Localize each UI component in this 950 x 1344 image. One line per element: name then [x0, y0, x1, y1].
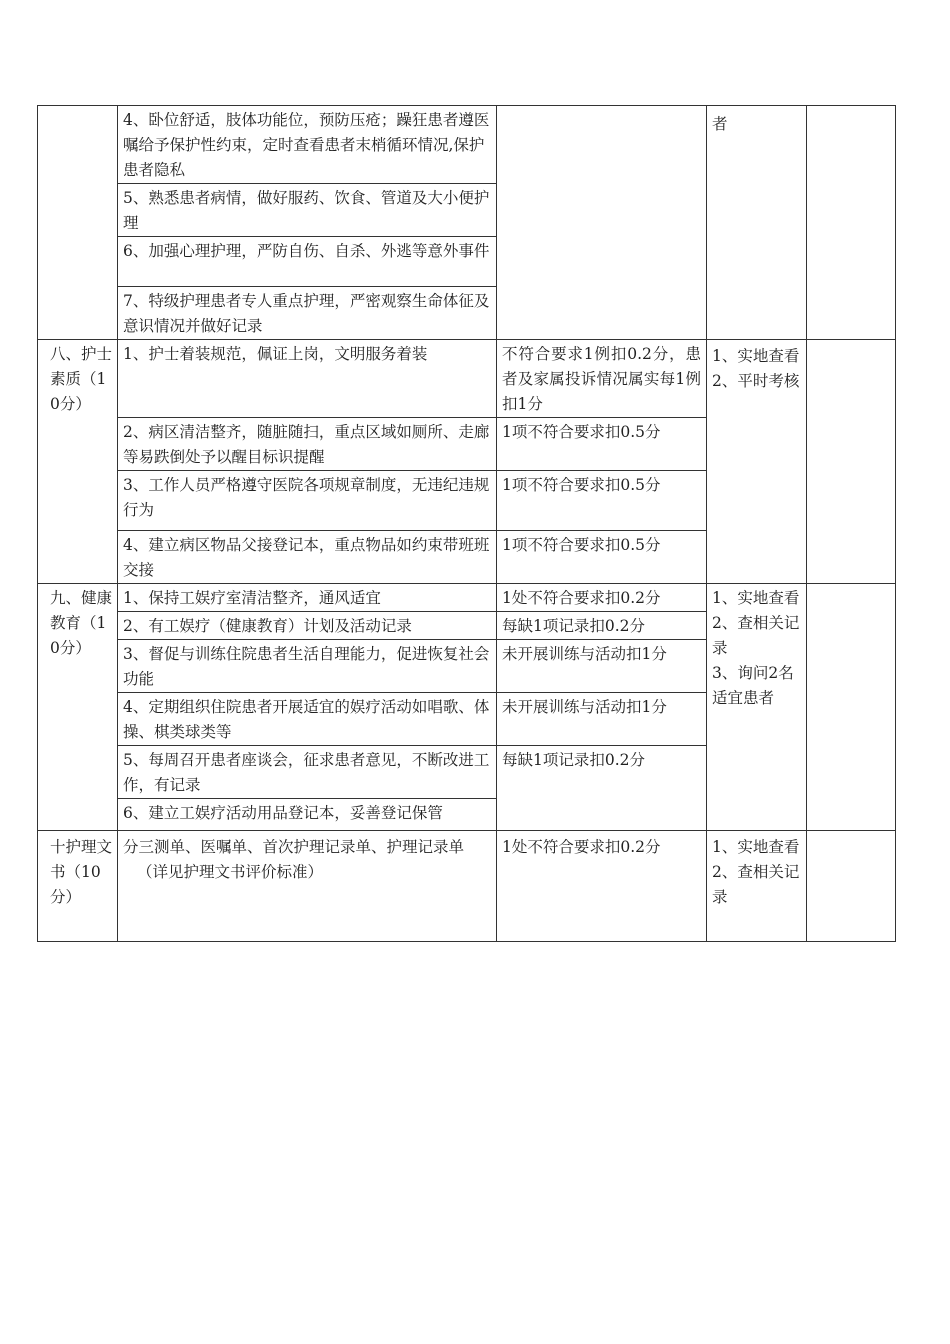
- deduction-cell: 1处不符合要求扣0.2分: [497, 584, 707, 612]
- table-row: [38, 106, 896, 184]
- deduction-cell: 1项不符合要求扣0.5分: [497, 531, 707, 584]
- section-title: 八、护士素质（10分）: [38, 340, 118, 584]
- method-line: 2、查相关记录: [712, 863, 800, 906]
- table-row: [38, 831, 896, 942]
- criterion-cell: 6、建立工娱疗活动用品登记本，妥善登记保管: [118, 799, 497, 831]
- score-cell: [807, 340, 896, 584]
- table-row: [38, 340, 896, 418]
- deduction-cell: [497, 106, 707, 340]
- criterion-cell: 4、定期组织住院患者开展适宜的娱疗活动如唱歌、体操、棋类球类等: [118, 693, 497, 746]
- deduction-cell: 每缺1项记录扣0.2分: [497, 746, 707, 831]
- deduction-cell: 1项不符合要求扣0.5分: [497, 418, 707, 471]
- deduction-cell: 不符合要求1例扣0.2分，患者及家属投诉情况属实每1例扣1分: [497, 340, 707, 418]
- method-cell: 者: [707, 106, 807, 340]
- criterion-cell: 3、工作人员严格遵守医院各项规章制度，无违纪违规行为: [118, 471, 497, 531]
- criterion-cell: 6、加强心理护理，严防自伤、自杀、外逃等意外事件: [118, 237, 497, 287]
- criterion-cell: 5、每周召开患者座谈会，征求患者意见，不断改进工作，有记录: [118, 746, 497, 799]
- criterion-cell: 5、熟悉患者病情，做好服药、饮食、管道及大小便护理: [118, 184, 497, 237]
- method-line: 2、查相关记录: [712, 614, 800, 657]
- method-line: 2、平时考核: [712, 372, 800, 390]
- criterion-cell: 2、有工娱疗（健康教育）计划及活动记录: [118, 612, 497, 640]
- score-cell: [807, 831, 896, 942]
- criterion-cell: 1、保持工娱疗室清洁整齐，通风适宜: [118, 584, 497, 612]
- criterion-cell: 4、建立病区物品父接登记本，重点物品如约束带班班交接: [118, 531, 497, 584]
- deduction-cell: 1处不符合要求扣0.2分: [497, 831, 707, 942]
- table-row: [38, 584, 896, 612]
- criterion-cell: 1、护士着装规范，佩证上岗，文明服务着装: [118, 340, 497, 418]
- deduction-cell: 未开展训练与活动扣1分: [497, 693, 707, 746]
- section-title: 十护理文书（10分）: [38, 831, 118, 942]
- method-line: 1、实地查看: [712, 347, 800, 365]
- section-title: 九、健康教育（10分）: [38, 584, 118, 831]
- method-line: 1、实地查看: [712, 589, 800, 607]
- evaluation-table: [37, 105, 896, 942]
- deduction-cell: 1项不符合要求扣0.5分: [497, 471, 707, 531]
- deduction-cell: 未开展训练与活动扣1分: [497, 640, 707, 693]
- score-cell: [807, 106, 896, 340]
- method-cell: [707, 831, 807, 942]
- criterion-cell: 7、特级护理患者专人重点护理，严密观察生命体征及意识情况并做好记录: [118, 287, 497, 340]
- method-line: 1、实地查看: [712, 838, 800, 856]
- deduction-cell: 每缺1项记录扣0.2分: [497, 612, 707, 640]
- method-cell: [707, 340, 807, 584]
- score-cell: [807, 584, 896, 831]
- criterion-cell: 2、病区清洁整齐，随脏随扫，重点区域如厕所、走廊等易跌倒处予以醒目标识提醒: [118, 418, 497, 471]
- criterion-cell: 分三测单、医嘱单、首次护理记录单、护理记录单（详见护理文书评价标准）: [118, 831, 497, 942]
- criterion-cell: 3、督促与训练住院患者生活自理能力，促进恢复社会功能: [118, 640, 497, 693]
- category-cell: [38, 106, 118, 340]
- method-cell: [707, 584, 807, 831]
- criterion-cell: 4、卧位舒适，肢体功能位，预防压疮；躁狂患者遵医嘱给予保护性约束，定时查看患者末梢循环情况,保护患者隐私: [118, 106, 497, 184]
- method-line: 3、询问2名适宜患者: [712, 664, 794, 707]
